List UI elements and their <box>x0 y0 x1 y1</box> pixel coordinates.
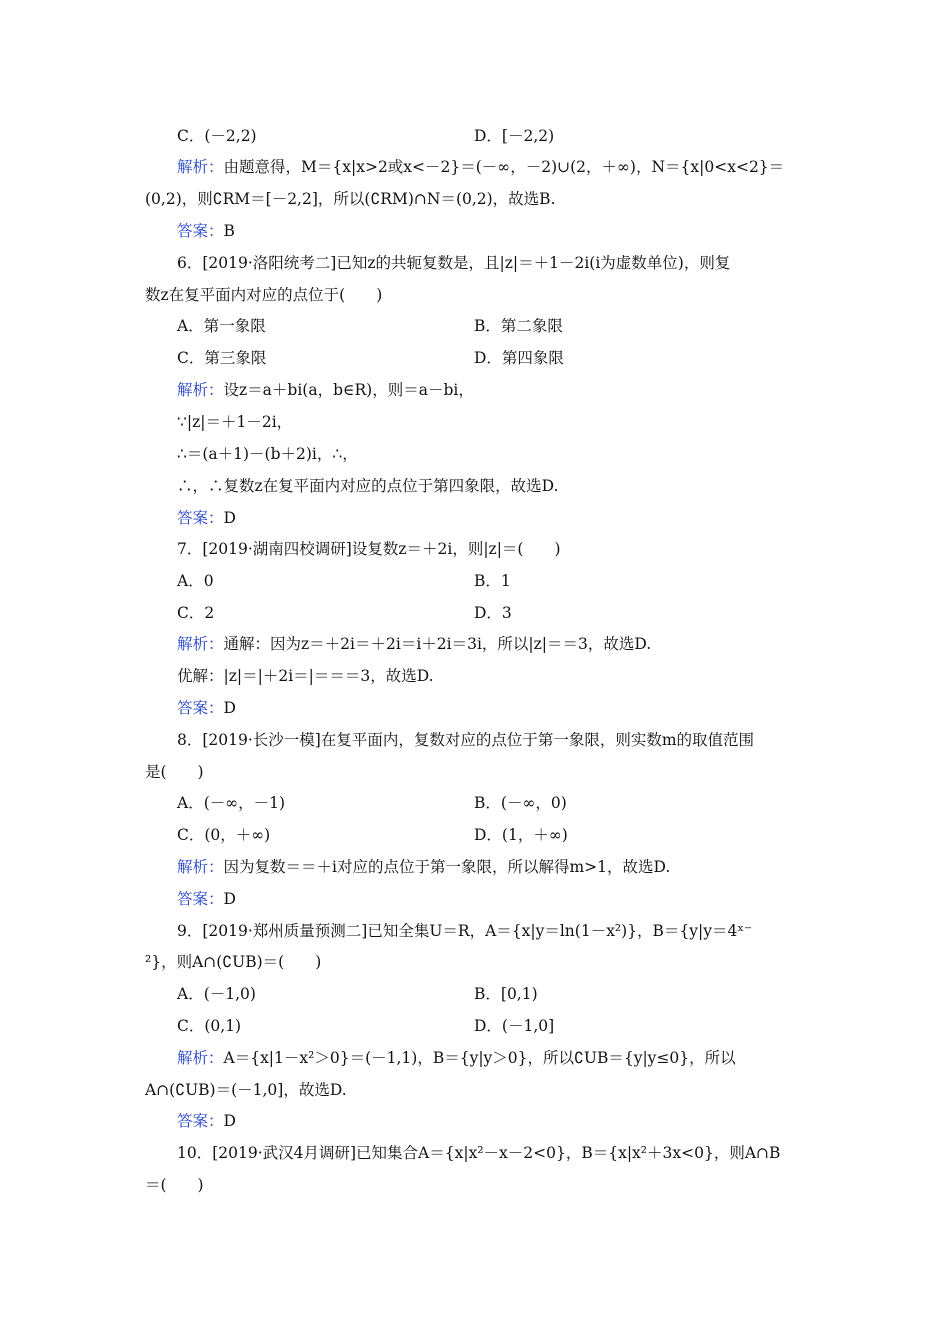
q8-option-b: B．(－∞，0) <box>474 794 567 812</box>
q6-option-b: B．第二象限 <box>474 317 563 335</box>
q8-option-c: C．(0，＋∞) <box>177 826 271 844</box>
q9-stem-line-1: 9．[2019·郑州质量预测二]已知全集U＝R，A＝{x|y＝ln(1－x²)}，B＝{y|y＝4ˣ⁻ <box>177 922 753 940</box>
q7-option-a: A．0 <box>177 572 214 590</box>
q8-option-a: A．(－∞，－1) <box>177 794 286 812</box>
q10-stem-line-2: ＝( ) <box>145 1176 204 1194</box>
q6-option-d: D．第四象限 <box>474 349 564 367</box>
q7-option-b: B．1 <box>474 572 511 590</box>
q5-option-d: D．[－2,2) <box>474 127 555 145</box>
answer-label: 答案： <box>177 1112 224 1130</box>
q6-answer: 答案：D <box>177 509 236 527</box>
analysis-label: 解析： <box>177 1049 224 1067</box>
q9-analysis-line-1: 解析：A＝{x|1－x²＞0}＝(－1,1)，B＝{y|y＞0}，所以∁UB＝{y|y≤0}，所以 <box>177 1049 736 1067</box>
answer-label: 答案： <box>177 509 224 527</box>
q9-stem-line-2: ²}，则A∩(∁UB)＝( ) <box>145 953 322 971</box>
q9-option-b: B．[0,1) <box>474 985 538 1003</box>
q9-answer: 答案：D <box>177 1112 236 1130</box>
q7-stem: 7．[2019·湖南四校调研]设复数z＝＋2i，则|z|＝( ) <box>177 540 561 558</box>
q9-option-d: D．(－1,0] <box>474 1017 555 1035</box>
q6-analysis-line-2: ∵|z|＝＋1－2i， <box>177 413 293 431</box>
q6-option-a: A．第一象限 <box>177 317 266 335</box>
q6-analysis-line-1: 解析：设z＝a＋bi(a，b∈R)，则＝a－bi， <box>177 381 474 399</box>
q5-analysis-line-2: (0,2)，则∁RM＝[－2,2]，所以(∁RM)∩N＝(0,2)，故选B. <box>145 190 556 208</box>
answer-label: 答案： <box>177 222 224 240</box>
q7-analysis-line-1: 解析：通解：因为z＝＋2i＝＋2i＝i＋2i＝3i，所以|z|＝＝3，故选D. <box>177 635 652 653</box>
analysis-label: 解析： <box>177 158 224 176</box>
q9-option-c: C．(0,1) <box>177 1017 242 1035</box>
q5-analysis-line-1: 解析：由题意得，M＝{x|x>2或x<－2}＝(－∞，－2)∪(2，＋∞)，N＝{x|0<x<2}＝ <box>177 158 785 176</box>
q10-stem-line-1: 10．[2019·武汉4月调研]已知集合A＝{x|x²－x－2<0}，B＝{x|x²＋3x<0}，则A∩B <box>177 1144 781 1162</box>
q8-option-d: D．(1，＋∞) <box>474 826 568 844</box>
analysis-label: 解析： <box>177 381 224 399</box>
q5-options-row <box>177 126 257 146</box>
answer-label: 答案： <box>177 890 224 908</box>
q6-stem-line-1: 6．[2019·洛阳统考二]已知z的共轭复数是，且|z|＝＋1－2i(i为虚数单位)，则复 <box>177 254 731 272</box>
q6-analysis-line-4: ∴，∴复数z在复平面内对应的点位于第四象限，故选D. <box>177 477 559 495</box>
q9-analysis-line-2: A∩(∁UB)＝(－1,0]，故选D. <box>145 1081 347 1099</box>
q5-answer: 答案：B <box>177 222 235 240</box>
q8-stem-line-2: 是( ) <box>145 763 204 781</box>
q7-analysis-line-2: 优解：|z|＝|＋2i＝|＝＝＝3，故选D. <box>177 667 434 685</box>
q6-option-c: C．第三象限 <box>177 349 267 367</box>
q8-analysis-line-1: 解析：因为复数＝＝＋i对应的点位于第一象限，所以解得m>1，故选D. <box>177 858 671 876</box>
q8-stem-line-1: 8．[2019·长沙一模]在复平面内，复数对应的点位于第一象限，则实数m的取值范围 <box>177 731 755 749</box>
answer-label: 答案： <box>177 699 224 717</box>
q8-answer: 答案：D <box>177 890 236 908</box>
analysis-label: 解析： <box>177 858 224 876</box>
q6-analysis-line-3: ∴＝(a＋1)－(b＋2)i，∴， <box>177 445 358 463</box>
q6-stem-line-2: 数z在复平面内对应的点位于( ) <box>145 286 383 304</box>
q9-option-a: A．(－1,0) <box>177 985 256 1003</box>
q7-option-d: D．3 <box>474 604 512 622</box>
q7-answer: 答案：D <box>177 699 236 717</box>
q7-option-c: C．2 <box>177 604 215 622</box>
analysis-label: 解析： <box>177 635 224 653</box>
q5-option-c: C．(－2,2) <box>177 127 257 145</box>
